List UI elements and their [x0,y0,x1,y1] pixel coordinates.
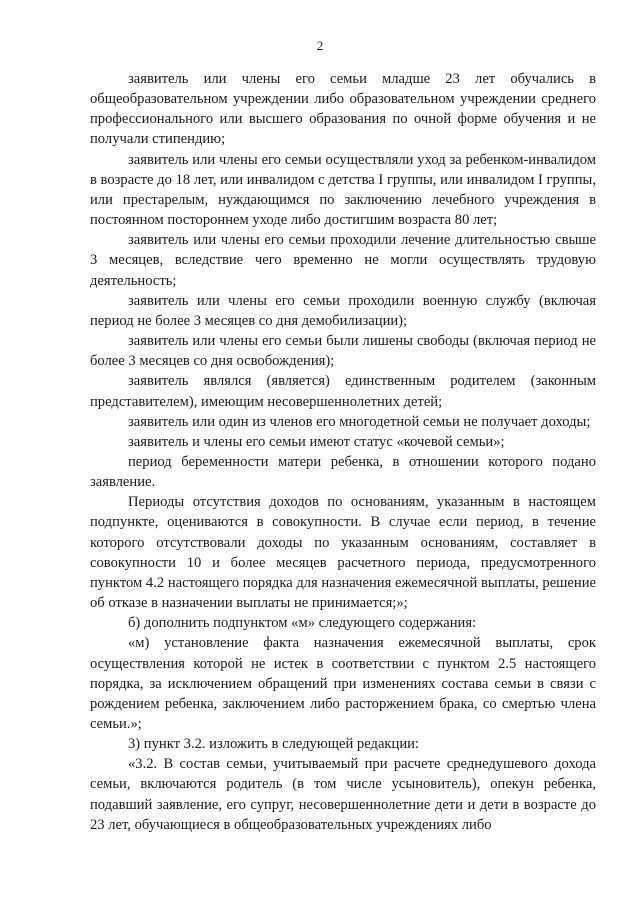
paragraph: 3) пункт 3.2. изложить в следующей редакции: [128,736,419,753]
paragraph: Периоды отсутствия доходов по основаниям, указанным в настоящем подпункте, оцениваются в совокупности. В случае если период, в течение которого отсутствовали доходы по указанным основаниям, составляет в совокупности 10 и более месяцев расчетного периода, предусмотренного пунктом 4.2 настоящего порядка для назначения ежемесячной выплаты, решение об отказе в назначении выплаты не принимается;»; [90,494,596,612]
paragraph: «м) установление факта назначения ежемесячной выплаты, срок осуществления которой не истек в соответствии с пунктом 2.5 настоящего порядка, за исключением обращений при изменениях состава семьи в связи с рождением ребенка, заключением либо расторжением брака, со смертью члена семьи.»; [90,635,596,732]
paragraph: заявитель или члены его семьи осуществляли уход за ребенком-инвалидом в возрасте до 18 лет, или инвалидом с детства I группы, или инвалидом I группы, или престарелым, нуждающимся по заключению лечебного учреждения в постоянном постороннем уходе либо достигшим возраста 80 лет; [90,151,596,229]
paragraph: «3.2. В состав семьи, учитываемый при расчете среднедушевого дохода семьи, включаются родитель (в том числе усыновитель), опекун ребенка, подавший заявление, его супруг, несовершеннолетние дети и дети в возрасте до 23 лет, обучающиеся в общеобразовательных учреждениях либо [90,756,596,833]
page-number: 2 [316,38,324,53]
paragraph: заявитель или один из членов его многодетной семьи не получает доходы; [128,413,591,430]
paragraph: заявитель или члены его семьи младше 23 лет обучались в общеобразовательном учреждении либо образовательном учреждении среднего профессионального или высшего образования по очной форме обучения и не получали стипендию; [90,71,596,148]
paragraph: заявитель и члены его семьи имеют статус «кочевой семьи»; [128,433,505,450]
document-body [90,69,596,835]
paragraph: б) дополнить подпунктом «м» следующего содержания: [128,615,477,632]
paragraph: заявитель или члены его семьи проходили военную службу (включая период не более 3 месяцев со дня демобилизации); [90,292,596,329]
paragraph: заявитель или члены его семьи проходили лечение длительностью свыше 3 месяцев, вследствие чего временно не могли осуществлять трудовую деятельность; [90,232,596,289]
paragraph: заявитель или члены его семьи были лишены свободы (включая период не более 3 месяцев со дня освобождения); [90,333,596,370]
paragraph: заявитель являлся (является) единственным родителем (законным представителем), имеющим несовершеннолетних детей; [90,373,596,410]
paragraph: период беременности матери ребенка, в отношении которого подано заявление. [90,453,596,491]
